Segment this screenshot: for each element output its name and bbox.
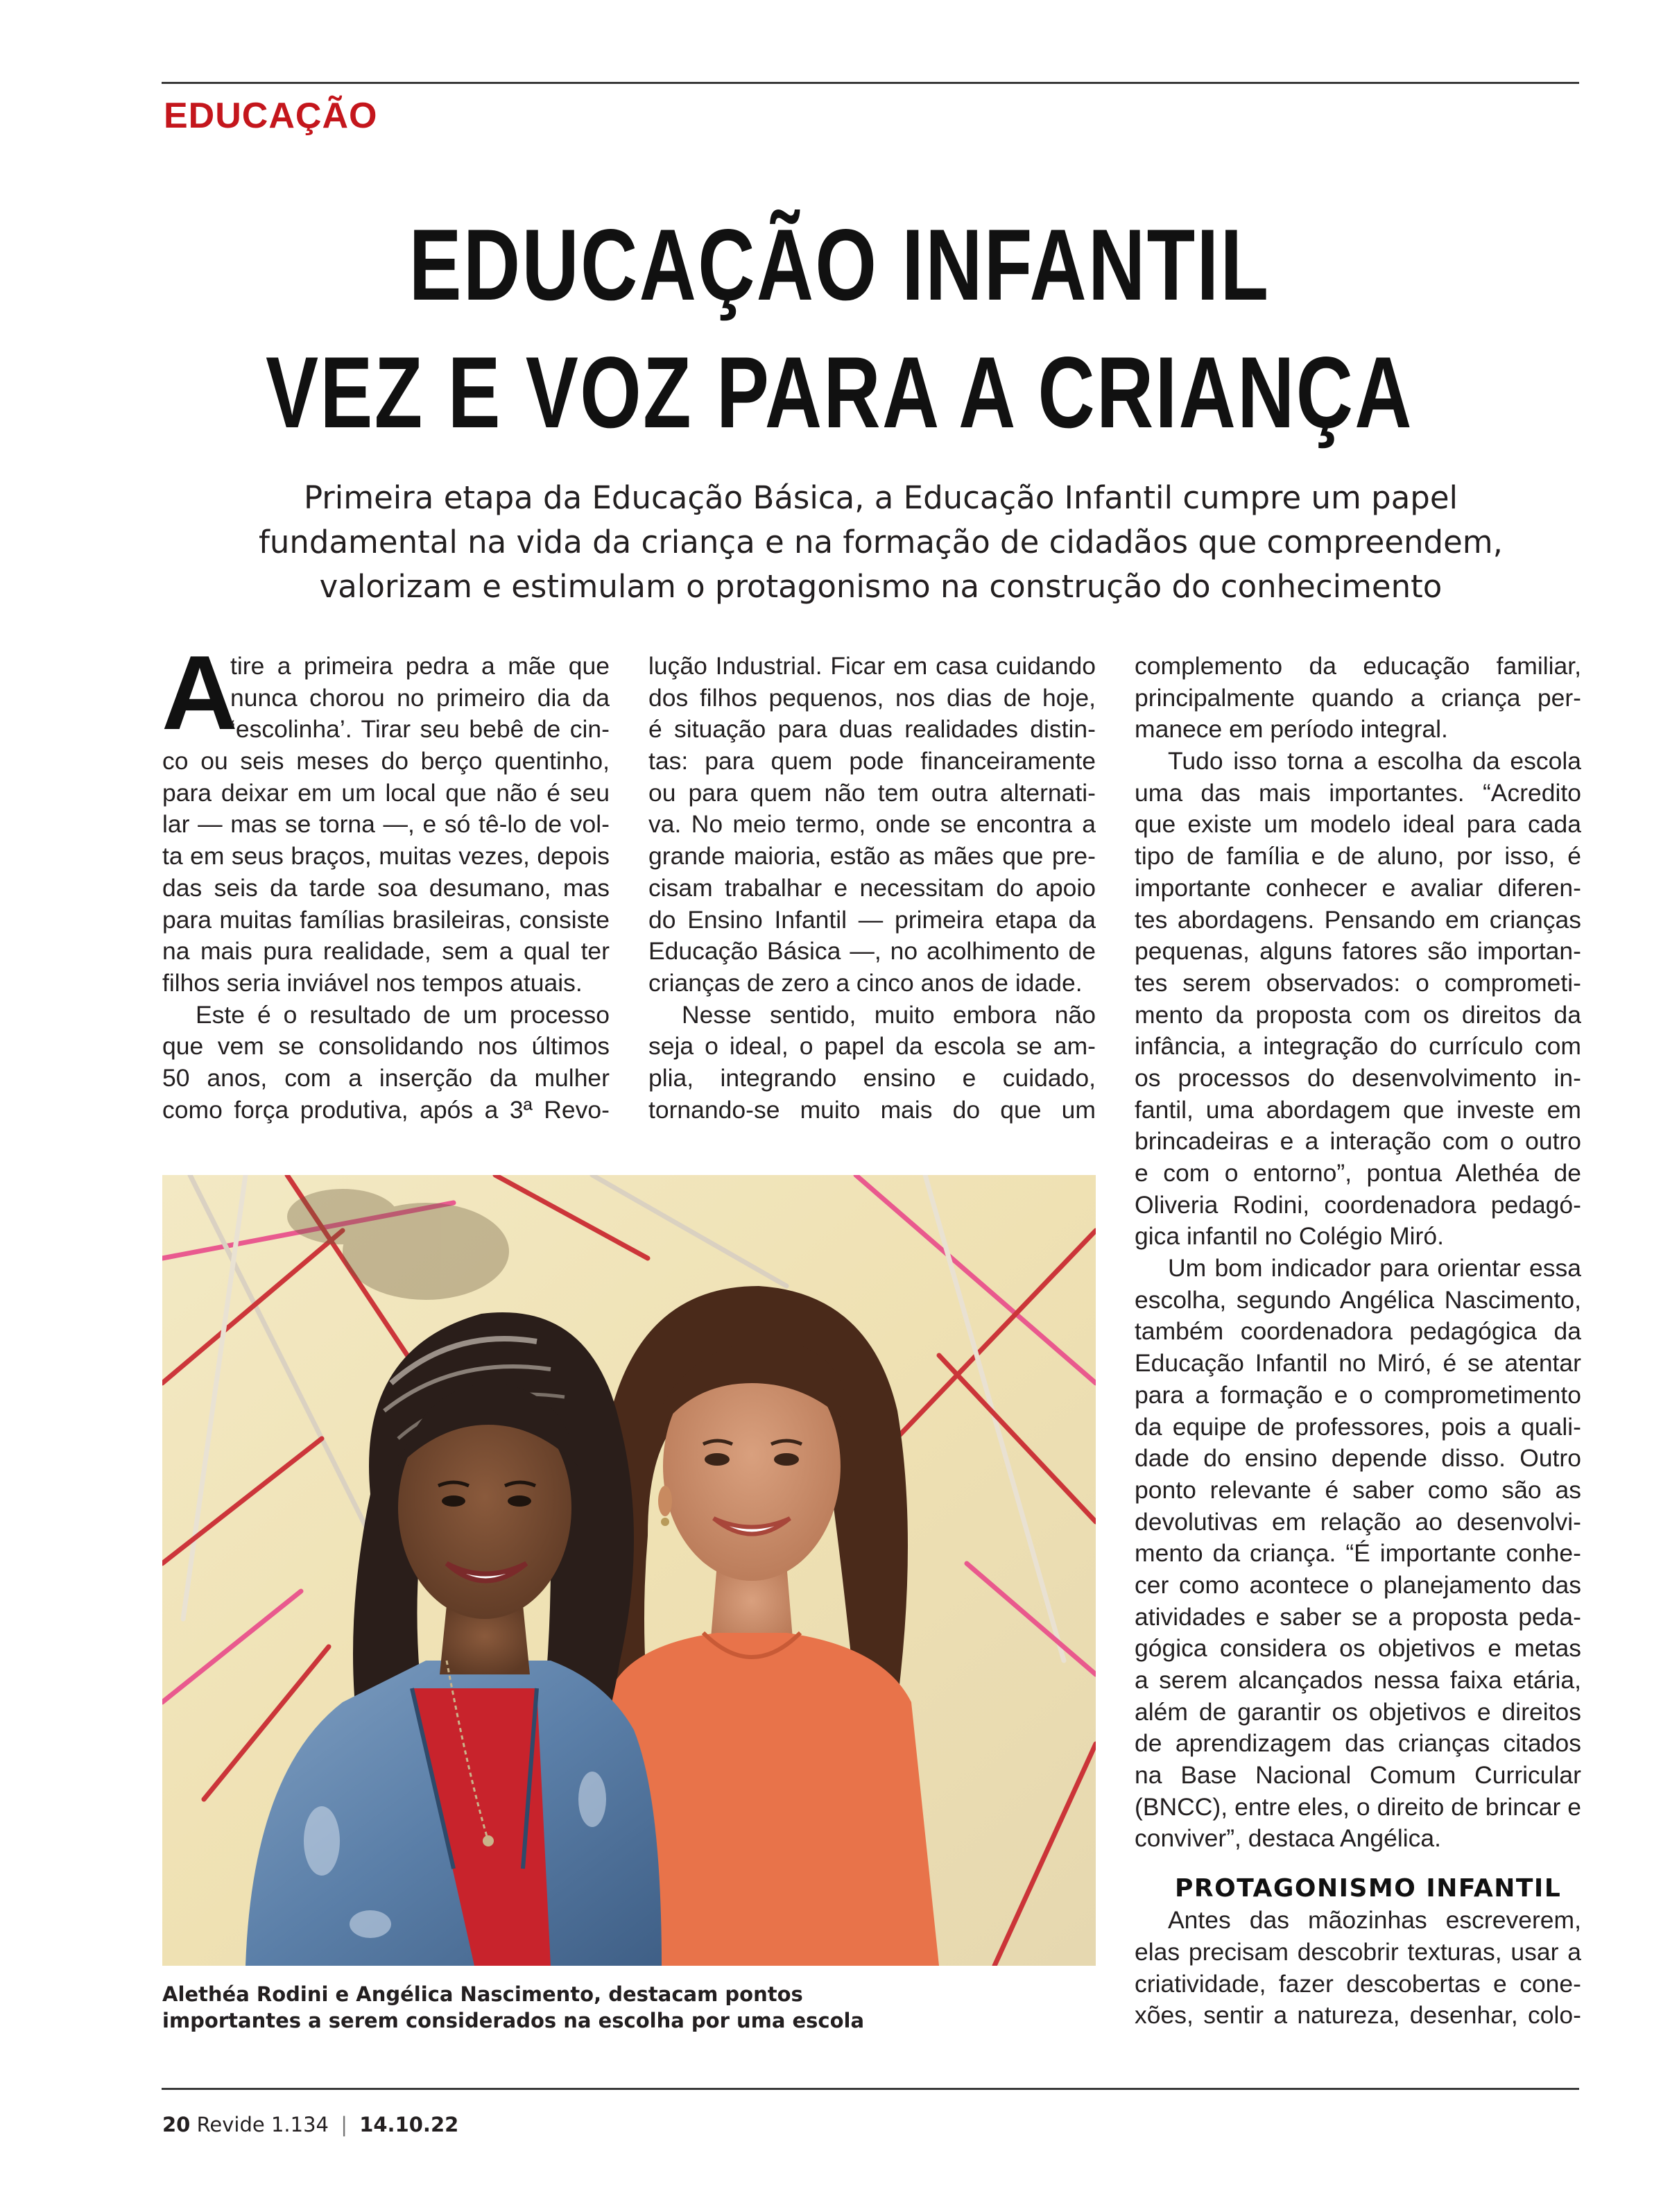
body-line: Nesse sentido, muito embora não: [682, 1000, 1096, 1029]
body-line: para muitas famílias brasileiras, consiste: [162, 905, 610, 934]
body-line: e com o entorno”, pontua Alethéa de: [1135, 1159, 1581, 1187]
body-line: Oliveria Rodini, coordenadora pedagó-: [1135, 1190, 1581, 1219]
page-number: 20: [162, 2113, 191, 2136]
body-line: das seis da tarde soa desumano, mas: [162, 873, 610, 902]
body-line: mento da proposta com os direitos da: [1135, 1000, 1581, 1029]
body-line: gica infantil no Colégio Miró.: [1135, 1222, 1444, 1251]
body-line: filhos seria inviável nos tempos atuais.: [162, 968, 583, 997]
headline: [184, 201, 1494, 456]
subheading: PROTAGONISMO INFANTIL: [1175, 1874, 1562, 1903]
body-line: Educação Infantil no Miró, é se atentar: [1135, 1349, 1581, 1378]
body-line: pequenas, alguns fatores são importan-: [1135, 937, 1581, 966]
body-line: é situação para duas realidades distin-: [648, 715, 1096, 744]
body-column-1: [162, 651, 610, 1126]
body-column-3: [1135, 651, 1581, 2032]
caption-line: Alethéa Rodini e Angélica Nascimento, destacam pontos: [162, 1982, 803, 2006]
body-line: crianças de zero a cinco anos de idade.: [648, 968, 1083, 997]
body-line: nunca chorou no primeiro dia da: [230, 683, 610, 712]
body-line: criatividade, fazer descobertas e cone-: [1135, 1969, 1581, 1998]
bottom-rule: [162, 2088, 1579, 2090]
body-line: Antes das mãozinhas escreverem,: [1168, 1906, 1581, 1935]
body-line: ‘escolinha’. Tirar seu bebê de cin-: [230, 715, 610, 744]
body-line: os processos do desenvolvimento in-: [1135, 1063, 1581, 1092]
body-line: fantil, uma abordagem que investe em: [1135, 1095, 1581, 1124]
body-line: da equipe de professores, pois a quali-: [1135, 1412, 1581, 1441]
body-line: na mais pura realidade, sem a qual ter: [162, 937, 610, 966]
caption-line: importantes a serem considerados na escolha por uma escola: [162, 2009, 865, 2032]
issue-date: 14.10.22: [359, 2113, 459, 2136]
page-footer: [162, 2113, 458, 2136]
body-line: tire a primeira pedra a mãe que: [230, 652, 610, 680]
body-line: importante conhecer e avaliar diferen-: [1135, 873, 1581, 902]
body-line: co ou seis meses do berço quentinho,: [162, 747, 610, 775]
body-line: lar — mas se torna —, e só tê-lo de vol-: [162, 810, 610, 839]
body-line: dos filhos pequenos, nos dias de hoje,: [648, 683, 1096, 712]
body-line: do Ensino Infantil — primeira etapa da: [648, 905, 1096, 934]
deck-line: fundamental na vida da criança e na formação de cidadãos que compreendem,: [259, 524, 1503, 560]
body-line: para deixar em um local que não é seu: [162, 778, 610, 807]
body-line: Um bom indicador para orientar essa: [1168, 1254, 1581, 1283]
article-photo: [162, 1175, 1096, 1966]
body-line: que vem se consolidando nos últimos: [162, 1032, 610, 1061]
body-line: principalmente quando a criança per-: [1135, 683, 1581, 712]
body-line: tas: para quem pode financeiramente: [648, 747, 1096, 775]
body-line: manece em período integral.: [1135, 715, 1448, 744]
deck-line: Primeira etapa da Educação Básica, a Educação Infantil cumpre um papel: [303, 479, 1458, 516]
body-line: tes abordagens. Pensando em crianças: [1135, 905, 1581, 934]
body-line: que existe um modelo ideal para cada: [1135, 810, 1581, 839]
body-line: grande maioria, estão as mães que pre-: [648, 842, 1096, 871]
body-line: tipo de família e de aluno, por isso, é: [1135, 842, 1581, 871]
body-line: ou para quem não tem outra alternati-: [648, 778, 1096, 807]
body-line: brincadeiras e a interação com o outro: [1135, 1127, 1581, 1156]
body-line: ta em seus braços, muitas vezes, depois: [162, 842, 610, 871]
top-rule: [162, 82, 1579, 84]
drop-cap: A: [162, 634, 238, 752]
body-line: infância, a integração do currículo com: [1135, 1032, 1581, 1061]
body-line: na Base Nacional Comum Curricular: [1135, 1761, 1581, 1790]
body-line: va. No meio termo, onde se encontra a: [648, 810, 1096, 839]
body-line: a serem alcançados nessa faixa etária,: [1135, 1666, 1581, 1694]
body-line: complemento da educação familiar,: [1135, 652, 1581, 680]
body-line: Tudo isso torna a escolha da escola: [1168, 747, 1581, 775]
body-line: Este é o resultado de um processo: [196, 1000, 610, 1029]
headline-line-1: EDUCAÇÃO INFANTIL: [408, 208, 1271, 321]
paragraph-gap: [1135, 1855, 1581, 1870]
body-line: Educação Básica —, no acolhimento de: [648, 937, 1096, 966]
body-line: seja o ideal, o papel da escola se am-: [648, 1032, 1096, 1061]
body-line: devolutivas em relação ao desenvolvi-: [1135, 1507, 1581, 1536]
body-line: xões, sentir a natureza, desenhar, colo-: [1135, 2001, 1581, 2030]
publication-issue: Revide 1.134: [196, 2113, 329, 2136]
body-line: plia, integrando ensino e cuidado,: [648, 1063, 1096, 1092]
body-line: de aprendizagem das crianças citados: [1135, 1729, 1581, 1758]
body-line: gógica considera os objetivos e metas: [1135, 1634, 1581, 1663]
body-line: 50 anos, com a inserção da mulher: [162, 1063, 610, 1092]
photo-illustration: [162, 1175, 1096, 1966]
headline-line-2: VEZ E VOZ PARA A CRIANÇA: [266, 336, 1413, 449]
body-line: lução Industrial. Ficar em casa cuidando: [648, 652, 1096, 680]
body-line: tornando-se muito mais do que um: [648, 1095, 1096, 1124]
photo-caption: [162, 1981, 1096, 2034]
body-line: além de garantir os objetivos e direitos: [1135, 1697, 1581, 1726]
body-line: dade do ensino depende disso. Outro: [1135, 1444, 1581, 1473]
section-label: EDUCAÇÃO: [164, 96, 378, 136]
body-line: mento da criança. “É importante conhe-: [1135, 1539, 1581, 1568]
body-line: escolha, segundo Angélica Nascimento,: [1135, 1285, 1581, 1314]
body-line: conviver”, destaca Angélica.: [1135, 1824, 1442, 1853]
body-line: cer como acontece o planejamento das: [1135, 1570, 1581, 1599]
footer-separator: |: [341, 2113, 347, 2136]
body-line: uma das mais importantes. “Acredito: [1135, 778, 1581, 807]
body-line: atividades e saber se a proposta peda-: [1135, 1602, 1581, 1631]
body-line: tes serem observados: o comprometi-: [1135, 968, 1581, 997]
deck-line: valorizam e estimulam o protagonismo na construção do conhecimento: [319, 568, 1443, 605]
body-line: como força produtiva, após a 3ª Revo-: [162, 1095, 610, 1124]
body-line: também coordenadora pedagógica da: [1135, 1317, 1581, 1346]
body-line: ponto relevante é saber como são as: [1135, 1475, 1581, 1504]
body-line: para a formação e o comprometimento: [1135, 1380, 1581, 1409]
body-line: elas precisam descobrir texturas, usar a: [1135, 1937, 1581, 1966]
body-line: cisam trabalhar e necessitam do apoio: [648, 873, 1096, 902]
deck-subtitle: [229, 476, 1533, 609]
body-column-2: [648, 651, 1096, 1126]
body-line: (BNCC), entre eles, o direito de brincar e: [1135, 1792, 1581, 1821]
